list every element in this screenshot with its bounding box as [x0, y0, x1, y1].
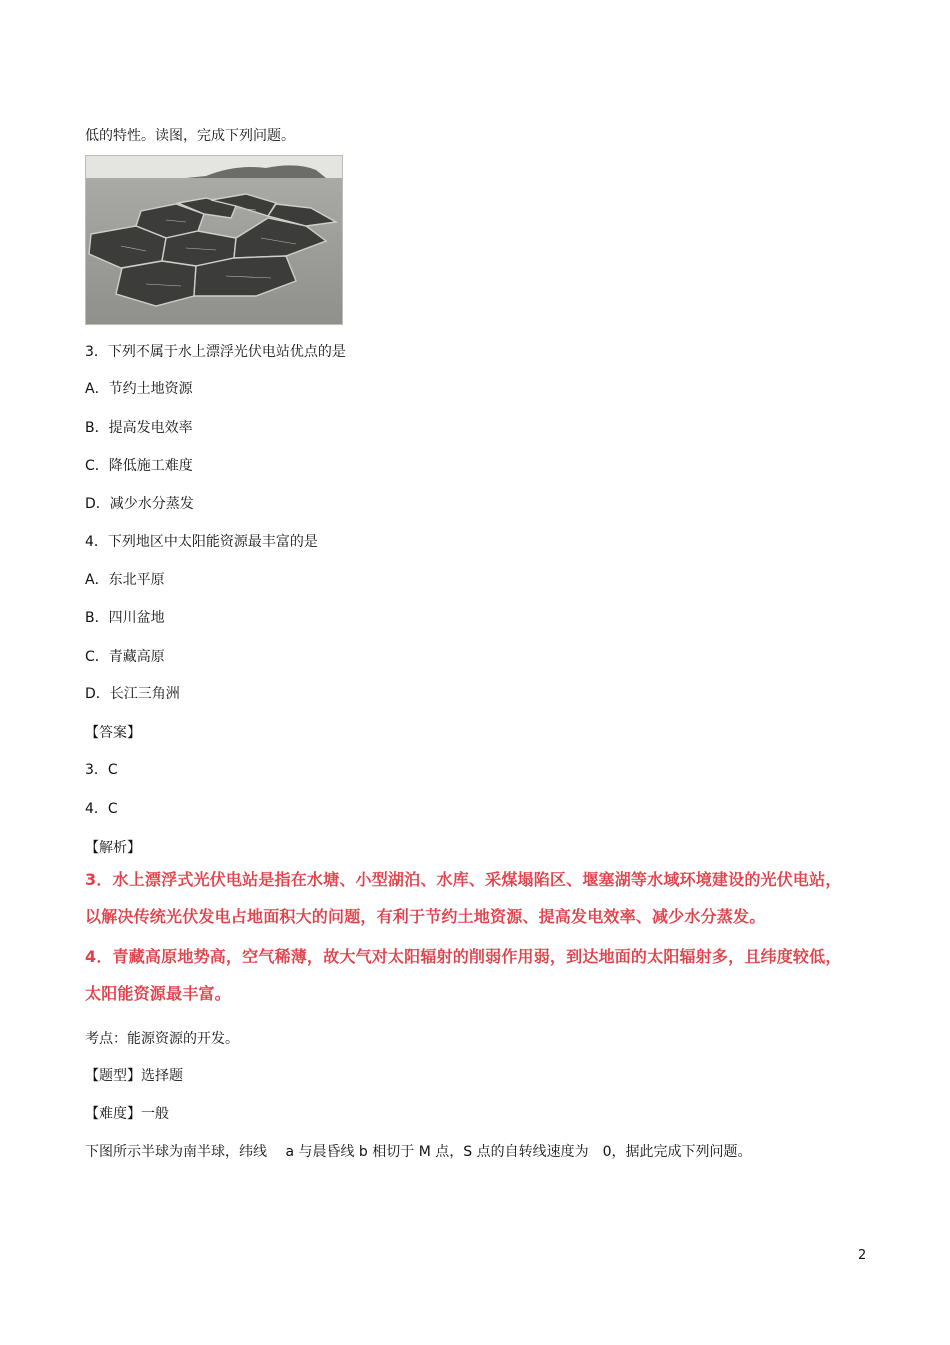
- analysis-line-1: 3．水上漂浮式光伏电站是指在水塘、小型湖泊、水库、采煤塌陷区、堰塞湖等水域环境建设的光伏电站，: [85, 870, 842, 889]
- intro-text: 低的特性。读图，完成下列问题。: [85, 128, 295, 144]
- floating-pv-photo: [85, 155, 343, 325]
- question-3-stem: 3．下列不属于水上漂浮光伏电站优点的是: [85, 344, 346, 360]
- q3-option-a: A．节约土地资源: [85, 381, 193, 397]
- answer-label: 【答案】: [85, 725, 141, 741]
- analysis-line-3: 4．青藏高原地势高，空气稀薄，故大气对太阳辐射的削弱作用弱，到达地面的太阳辐射多，且纬度较低，: [85, 947, 842, 966]
- q4-option-d: D．长江三角洲: [85, 686, 180, 702]
- page-number: 2: [858, 1248, 867, 1263]
- q3-option-d: D．减少水分蒸发: [85, 496, 194, 512]
- q4-option-a: A．东北平原: [85, 572, 165, 588]
- next-question-intro: 下图所示半球为南半球，纬线 a 与晨昏线 b 相切于 M 点，S 点的自转线速度为 0，据此完成下列问题。: [85, 1144, 752, 1160]
- analysis-line-4: 太阳能资源最丰富。: [85, 984, 231, 1003]
- analysis-label: 【解析】: [85, 840, 141, 856]
- answer-3: 3．C: [85, 762, 118, 778]
- q3-option-b: B．提高发电效率: [85, 420, 193, 436]
- q4-option-c: C．青藏高原: [85, 649, 165, 665]
- q4-option-b: B．四川盆地: [85, 610, 165, 626]
- question-type: 【题型】选择题: [85, 1068, 183, 1084]
- question-4-stem: 4．下列地区中太阳能资源最丰富的是: [85, 534, 318, 550]
- difficulty: 【难度】一般: [85, 1106, 169, 1122]
- kaodian-text: 考点：能源资源的开发。: [85, 1031, 239, 1047]
- q3-option-c: C．降低施工难度: [85, 458, 193, 474]
- analysis-line-2: 以解决传统光伏发电占地面积大的问题，有利于节约土地资源、提高发电效率、减少水分蒸发。: [85, 907, 766, 926]
- floating-pv-illustration: [86, 156, 342, 324]
- answer-4: 4．C: [85, 801, 118, 817]
